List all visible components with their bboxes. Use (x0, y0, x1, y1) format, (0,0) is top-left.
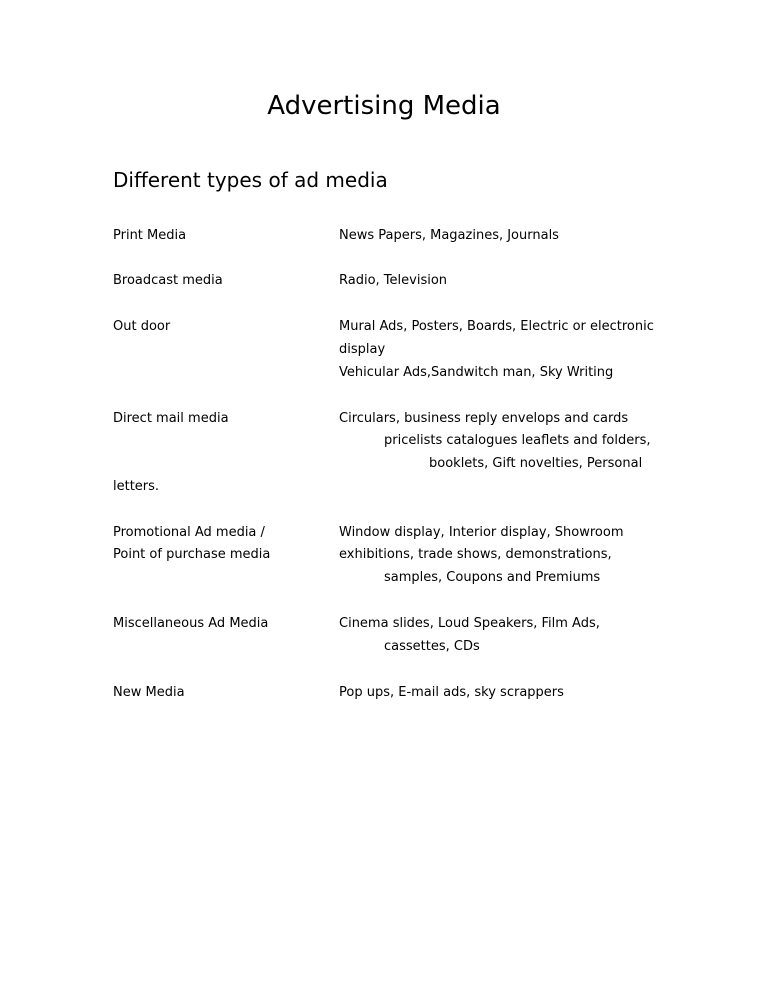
examples-text: Window display, Interior display, Showroom (339, 525, 624, 540)
examples-text: exhibitions, trade shows, demonstrations, (339, 547, 612, 562)
examples-text: Radio, Television (339, 273, 448, 288)
examples-text: Mural Ads, Posters, Boards, Electric or electronic (339, 319, 654, 334)
category-label: Broadcast media (113, 273, 223, 288)
examples-text: letters. (113, 479, 160, 494)
examples-text: pricelists catalogues leaflets and folders, (384, 433, 651, 448)
examples-text: Circulars, business reply envelops and cards (339, 411, 629, 426)
category-label: Direct mail media (113, 411, 229, 426)
category-label: Print Media (113, 228, 187, 243)
examples-text: Cinema slides, Loud Speakers, Film Ads, (339, 616, 600, 631)
examples-text: cassettes, CDs (384, 639, 480, 654)
category-label: New Media (113, 685, 185, 700)
page-title: Advertising Media (267, 91, 501, 121)
examples-text: booklets, Gift novelties, Personal (429, 456, 643, 471)
category-label: Point of purchase media (113, 547, 271, 562)
category-label: Promotional Ad media / (113, 525, 265, 540)
examples-text: display (339, 342, 386, 357)
examples-text: samples, Coupons and Premiums (384, 570, 601, 585)
examples-text: Pop ups, E-mail ads, sky scrappers (339, 685, 564, 700)
category-label: Miscellaneous Ad Media (113, 616, 269, 631)
section-heading: Different types of ad media (113, 168, 388, 192)
examples-text: Vehicular Ads,Sandwitch man, Sky Writing (339, 365, 614, 380)
category-label: Out door (113, 319, 171, 334)
examples-text: News Papers, Magazines, Journals (339, 228, 559, 243)
